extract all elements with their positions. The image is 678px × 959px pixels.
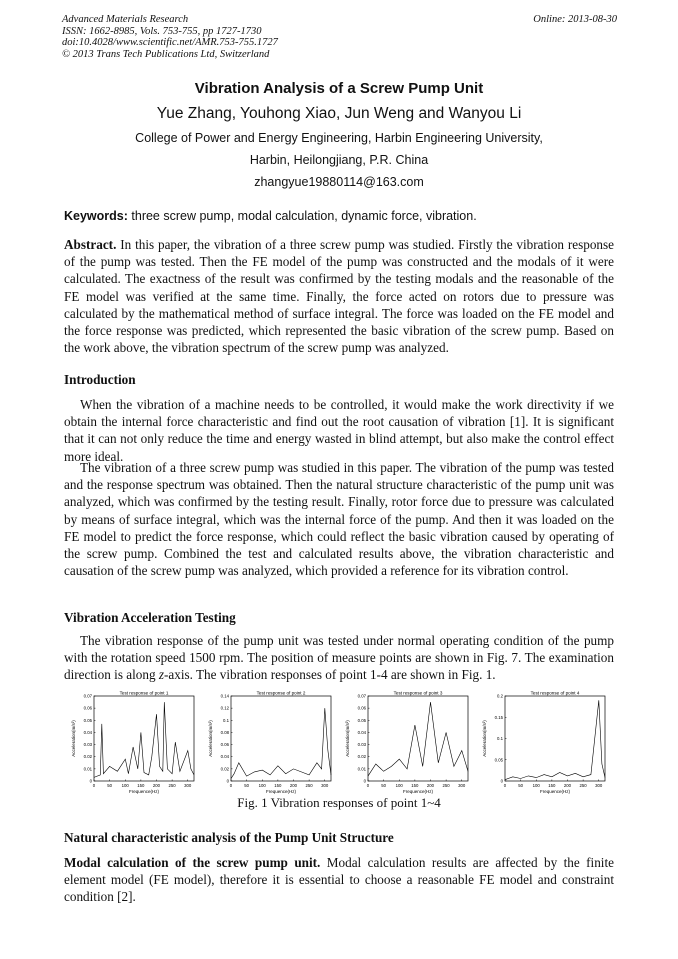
y-tick-label: 0.05 — [494, 757, 503, 763]
x-tick-label: 50 — [244, 783, 250, 788]
y-tick-label: 0.04 — [220, 754, 229, 760]
plot-frame — [505, 696, 605, 781]
x-tick-label: 0 — [503, 783, 507, 788]
x-tick-label: 300 — [184, 783, 192, 788]
y-tick-label: 0.08 — [220, 729, 229, 735]
vibration-testing-paragraph — [64, 632, 614, 684]
y-tick-label: 0.14 — [220, 693, 229, 699]
x-tick-label: 200 — [426, 783, 435, 788]
y-axis-label: Acceleration(m/s²) — [345, 720, 350, 757]
x-axis-label: Frequence(Hz) — [128, 789, 160, 794]
abstract-text: In this paper, the vibration of a three screw pump was studied. Firstly the vibration response of the pump was tested. Then the FE model of the pump was constructed and the modals of it were calculated. The exactness of the result was confirmed by the testing modals and the reasonable of the FE model was verified at the same time. Finally, the force acted on rotors due to pressure was calculated by the mathematical method of surface integral. The force was loaded on the FE model and the force response was predicted, which represented the basic vibration of the screw pump. Based on the work above, the vibration spectrum of the screw pump was analyzed. — [64, 237, 615, 356]
y-tick-label: 0.01 — [357, 766, 366, 772]
x-axis-label: Frequence(Hz) — [265, 789, 297, 794]
y-tick-label: 0.04 — [357, 729, 366, 735]
y-tick-label: 0.02 — [220, 766, 229, 772]
x-axis-label: Frequence(Hz) — [402, 789, 434, 794]
x-tick-label: 250 — [442, 783, 450, 788]
x-tick-label: 100 — [395, 783, 403, 788]
journal-header — [62, 14, 617, 60]
figure-1 — [66, 689, 614, 795]
chart-point-1 — [66, 689, 203, 795]
x-tick-label: 150 — [411, 783, 419, 788]
x-axis-label: Frequence(Hz) — [539, 789, 571, 794]
y-tick-label: 0.06 — [83, 705, 92, 711]
journal-doi: doi:10.4028/www.scientific.net/AMR.753-755.1727 — [62, 37, 278, 48]
author-email: zhangyue19880114@163.com — [254, 175, 424, 189]
chart-title: Test response of point 1 — [119, 690, 169, 696]
x-tick-label: 0 — [92, 783, 96, 788]
x-tick-label: 0 — [366, 783, 370, 788]
intro-paragraph-2: The vibration of a three screw pump was studied in this paper. The vibration of the pump was tested and the response spectrum was obtained. Then the natural structure characteristic of the pump unit was analyzed, which was confirmed by the testing result. Finally, rotor force due to pressure was calculated by means of surface integral, which was the internal force of the pump. And then it was loaded on the FE model to predict the force response, which could reflect the basic vibration caused by operating of the screw pump. Combined the test and calculated results above, the vibration characteristic and causation of the screw pump was analyzed, which provided a reference for its vibration control. — [64, 460, 614, 579]
figure-caption: Fig. 1 Vibration responses of point 1~4 — [237, 795, 441, 810]
y-tick-label: 0.04 — [83, 729, 92, 735]
y-axis-label: Acceleration(m/s²) — [208, 720, 213, 757]
modal-text: Modal calculation results are affected by the finite element model (FE model), therefore it is essential to choose a reasonable FE model and constraint condition [2]. — [64, 855, 614, 905]
vat-axis: z — [158, 667, 164, 683]
journal-issn: ISSN: 1662-8985, Vols. 753-755, pp 1727-1730 — [62, 25, 262, 37]
x-tick-label: 150 — [137, 783, 145, 788]
author-city: Harbin, Heilongjiang, P.R. China — [249, 153, 429, 167]
y-tick-label: 0.06 — [357, 705, 366, 711]
x-tick-label: 300 — [458, 783, 466, 788]
y-tick-label: 0.07 — [357, 693, 366, 699]
x-tick-label: 200 — [152, 783, 161, 788]
chart-point-2 — [203, 689, 340, 795]
author-affiliation: College of Power and Energy Engineering, Harbin Engineering University, — [135, 131, 543, 145]
abstract — [64, 236, 614, 356]
chart-title: Test response of point 3 — [393, 690, 443, 696]
keywords — [64, 209, 477, 223]
y-tick-label: 0.2 — [497, 693, 503, 699]
x-tick-label: 150 — [274, 783, 282, 788]
journal-copyright: © 2013 Trans Tech Publications Ltd, Switzerland — [62, 48, 270, 60]
x-tick-label: 300 — [595, 783, 603, 788]
x-tick-label: 100 — [121, 783, 129, 788]
x-tick-label: 150 — [548, 783, 556, 788]
y-tick-label: 0.03 — [357, 742, 366, 748]
y-tick-label: 0.02 — [83, 754, 92, 760]
plot-frame — [94, 696, 194, 781]
paper-authors: Yue Zhang, Youhong Xiao, Jun Weng and Wanyou Li — [156, 105, 522, 122]
modal-calculation-paragraph — [64, 854, 614, 906]
abstract-label: Abstract. — [64, 237, 117, 252]
x-tick-label: 50 — [518, 783, 524, 788]
y-tick-label: 0 — [89, 778, 92, 784]
x-tick-label: 50 — [381, 783, 387, 788]
y-tick-label: 0.05 — [357, 717, 366, 723]
x-tick-label: 250 — [168, 783, 176, 788]
x-tick-label: 300 — [321, 783, 329, 788]
x-tick-label: 200 — [563, 783, 572, 788]
x-tick-label: 100 — [258, 783, 266, 788]
y-tick-label: 0.05 — [83, 717, 92, 723]
y-tick-label: 0.07 — [83, 693, 92, 699]
keywords-label: Keywords: — [64, 209, 128, 223]
chart-title: Test response of point 4 — [530, 690, 580, 696]
section-heading-vibration-testing: Vibration Acceleration Testing — [64, 610, 236, 625]
x-tick-label: 250 — [579, 783, 587, 788]
y-tick-label: 0.1 — [497, 736, 503, 741]
y-tick-label: 0.06 — [220, 742, 229, 748]
y-axis-label: Acceleration(m/s²) — [71, 720, 76, 757]
y-tick-label: 0.01 — [83, 766, 92, 772]
online-date: Online: 2013-08-30 — [533, 14, 617, 25]
y-tick-label: 0 — [363, 778, 366, 784]
keywords-text: three screw pump, modal calculation, dynamic force, vibration. — [131, 209, 477, 223]
intro-paragraph-1: When the vibration of a machine needs to be controlled, it would make the work directivity if we obtain the internal force characteristic and find out the root causation of vibration [1]. It is significant that it can not only reduce the time and energy wasted in blind attempt, but also make the control effect more ideal. — [64, 397, 614, 464]
vat-text-a: The vibration response of the pump unit was tested under normal operating condition of the pump with the rotation speed 1500 rpm. The position of measure points are shown in Fig. 7. The examination direction is along — [64, 633, 614, 683]
chart-title: Test response of point 2 — [256, 690, 306, 696]
y-tick-label: 0.15 — [494, 714, 503, 720]
x-tick-label: 50 — [107, 783, 113, 788]
paper-title: Vibration Analysis of a Screw Pump Unit — [194, 80, 484, 97]
y-tick-label: 0.1 — [223, 717, 229, 723]
y-tick-label: 0.12 — [220, 705, 229, 711]
journal-name: Advanced Materials Research — [62, 14, 189, 25]
plot-frame — [368, 696, 468, 781]
y-tick-label: 0.02 — [357, 754, 366, 760]
section-heading-natural-characteristic: Natural characteristic analysis of the Pump Unit Structure — [64, 830, 394, 845]
section-heading-introduction: Introduction — [64, 372, 136, 387]
y-axis-label: Acceleration(m/s²) — [482, 720, 487, 757]
chart-point-4 — [477, 689, 614, 795]
y-tick-label: 0.03 — [83, 742, 92, 748]
x-tick-label: 250 — [305, 783, 313, 788]
x-tick-label: 100 — [532, 783, 540, 788]
y-tick-label: 0 — [500, 778, 503, 784]
modal-label: Modal calculation of the screw pump unit. — [64, 855, 321, 870]
chart-point-3 — [340, 689, 477, 795]
x-tick-label: 200 — [289, 783, 298, 788]
vat-text-b: -axis. The vibration responses of point 1-4 are shown in Fig. 1. — [164, 667, 496, 683]
y-tick-label: 0 — [226, 778, 229, 784]
plot-frame — [231, 696, 331, 781]
x-tick-label: 0 — [229, 783, 233, 788]
